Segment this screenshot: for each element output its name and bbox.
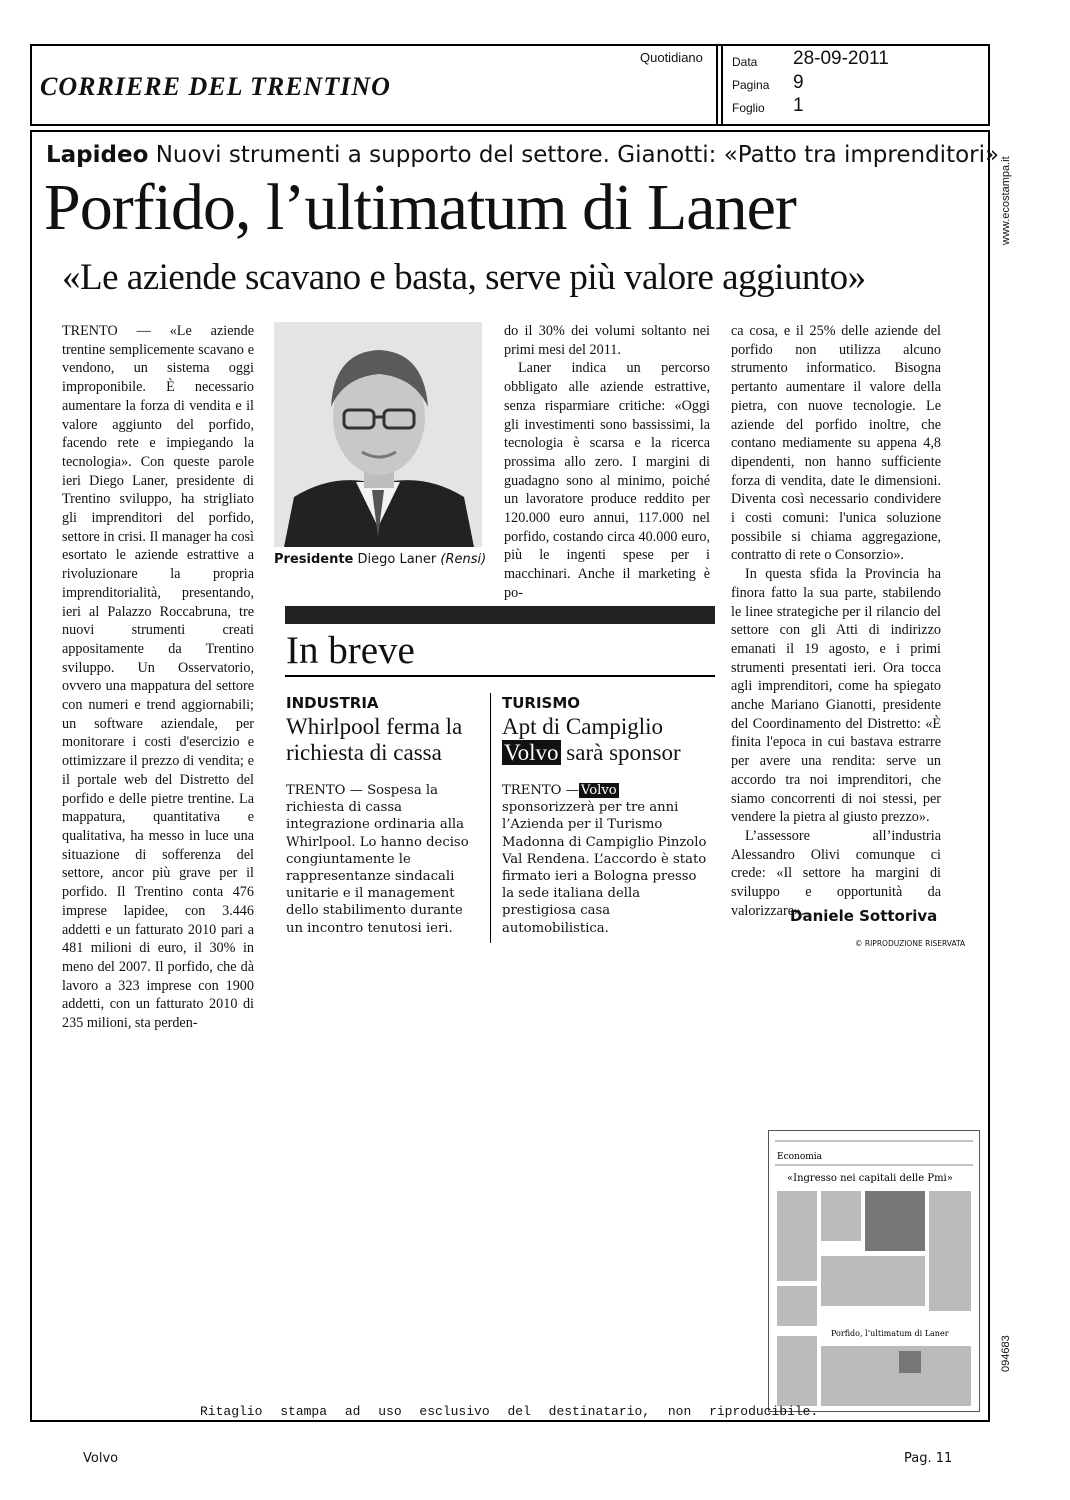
paragraph: TRENTO — «Le aziende trentine semplicemente scavano e vendono, un sistema oggi improponibile. È necessario aumentare la forza di vendita e il valore aggiunto del porfido, facendo rete e impiegando la tecnologia». Con queste parole ieri Diego Laner, presidente di Trentino sviluppo, ha strigliato gli imprenditori del porfido, settore in crisi. Il manager ha così esortato le aziende estrattive a rivoluzionare la propria imprenditorialità, presentando, ieri al Palazzo Roccabruna, tre nuovi strumenti creati appositamente da Trentino sviluppo. Un Osservatorio, ovvero una mappatura del settore con numeri e trend aggiornabili; un software aziendale, per monitorare i costi d'esercizio e ottimizzare il prezzo di vendita; e il portale web del Distretto del porfido e delle pietre trentine. La mappatura, quantitativa e qualitativa, ha messo in luce una situazione di sofferenza del settore, ancor più grave per il porfido. Il Trentino conta 476 imprese lapidee, con 3.446 addetti e un fatturato 2010 pari a 481 milioni di euro, il 30% in meno del 2007. Il porfido, che dà lavoro a 323 imprese con 1900 addetti, con un fatturato 2010 di 235 milioni, sta perden- [62,323,254,1032]
header-divider [721,44,723,126]
page-label: Pagina [732,78,770,92]
brief-headline: Whirlpool ferma la richiesta di cassa [286,714,463,765]
portrait-illustration [274,322,482,547]
brief-headline-line1: Apt di Campiglio [502,714,663,739]
in-breve-title: In breve [286,629,415,672]
caption-name: Diego Laner [357,552,437,567]
publication-type: Quotidiano [640,50,703,65]
caption-credit: (Rensi) [440,552,487,567]
sheet-label: Foglio [732,101,765,115]
kicker [46,142,999,168]
in-breve-bar [285,606,715,624]
brief-turismo [502,694,712,937]
in-breve-column-rule [490,693,491,943]
brief-body: sponsorizzerà per tre anni l’Azienda per il Turismo Madonna di Campiglio Pinzolo Val Rendena. L’accordo è stato firmato ieri a Bologna presso la sede italiana della prestigiosa casa automobilistica. [502,800,707,936]
photo-caption [274,552,486,567]
paragraph: Laner indica un percorso obbligato alle aziende estrattive, senza risparmiare critiche: «Oggi gli investimenti sono bassissimi, la tecnologia è scarsa e la ricerca prossima allo zero. I margini di guadagno sono al minimo, poiché un lavoratore produce reddito per 120.000 euro annui, 117.000 nel porfido, costando circa 40.000 euro, più le ingenti spese per i macchinari. Anche il marketing è po- [504,360,710,601]
article-column-3 [504,322,710,603]
article-column-1 [62,322,254,1033]
date-label: Data [732,55,758,69]
date-value: 28-09-2011 [793,48,889,69]
byline: Daniele Sottoriva [790,907,938,925]
masthead: CORRIERE DEL TRENTINO [40,72,391,101]
brief-lead: TRENTO — [502,783,579,798]
portrait-photo [274,322,482,547]
sheet-value: 1 [793,95,804,116]
thumb-headline1: «Ingresso nei capitali delle Pmi» [787,1173,953,1184]
paragraph: In questa sfida la Provincia ha finora fatto la sua parte, stabilendo le linee strategiche per il rilancio del settore con gli Atti di indirizzo emanati il 19 agosto, e i primi strumenti presentati ieri. Ora tocca agli imprenditori, come ha spiegato anche Mariano Gianotti, presidente del Coordinamento del Distretto: «È finita l'epoca in cui bastava estrarre per avere una rendita: serve un accordo tra noi imprenditori, che siamo concorrenti di noi stessi, per vendere la pietra al giusto prezzo». [731,566,941,826]
brand-highlight: Volvo [504,740,559,765]
thumb-section: Economia [777,1152,823,1162]
page-value: 9 [793,72,804,93]
paragraph: do il 30% dei volumi soltanto nei primi mesi del 2011. [504,323,710,358]
brief-headline-rest: sarà sponsor [566,740,681,765]
article-column-4 [731,322,941,921]
kicker-section: Lapideo [46,142,149,168]
paragraph: ca cosa, e il 25% delle aziende del porfido non utilizza alcuno strumento informatico. Bisogna pertanto aumentare il valore della pietra, con nuove tecnologie. Le aziende del porfido inoltre, che contano mediamente su appena 4,8 dipendenti, non hanno sufficiente forza di vendita, date le dimensioni. Diventa così necessario condividere i costi comuni: l'unica soluzione possibile si chiama aggregazione, contratto di rete o Consorzio». [731,323,941,564]
brief-tag: INDUSTRIA [286,694,379,712]
rights-notice: © RIPRODUZIONE RISERVATA [855,939,966,948]
kicker-text: Nuovi strumenti a supporto del settore. Gianotti: «Patto tra imprenditori» [155,142,1000,168]
thumb-headline2: Porfido, l’ultimatum di Laner [831,1329,949,1338]
paragraph: L’assessore all’industria Alessandro Olivi comunque ci crede: «Il settore ha margini di sviluppo e opportunità da valorizzare». [731,827,941,919]
brief-tag: TURISMO [502,694,581,712]
side-url: www.ecostampa.it [1000,156,1012,245]
thumbnail-layout [769,1131,979,1411]
page-thumbnail [768,1130,980,1412]
caption-role: Presidente [274,552,354,567]
article-subtitle: «Le aziende scavano e basta, serve più valore aggiunto» [62,257,866,298]
article-title: Porfido, l’ultimatum di Laner [44,171,796,244]
side-code: 094683 [1000,1335,1012,1372]
brief-text: TRENTO — Sospesa la richiesta di cassa integrazione ordinaria alla Whirlpool. Lo hanno deciso congiuntamente le rappresentanze sindacali unitarie e il management dello stabilimento durante un incontro tenutosi ieri. [286,783,469,936]
page-number: Pag. 11 [904,1451,953,1466]
header-divider [716,44,718,126]
in-breve-rule [285,675,715,677]
brand-highlight: Volvo [580,783,617,798]
client-keyword: Volvo [83,1451,119,1466]
brief-industria [286,694,482,937]
brief-text [502,782,712,937]
clipping-notice: Ritaglio stampa ad uso esclusivo del destinatario, non riproducibile. [200,1404,819,1419]
